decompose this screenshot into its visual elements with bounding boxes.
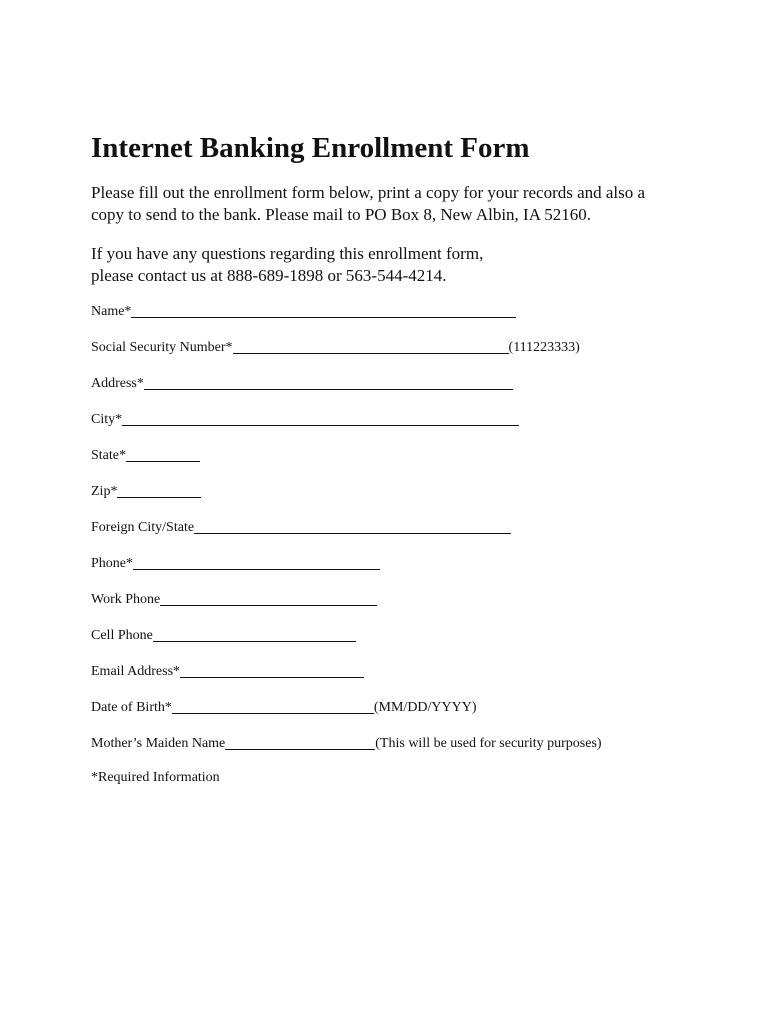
city-field-row xyxy=(91,409,519,429)
contact-line: If you have any questions regarding this enrollment form, xyxy=(91,244,484,263)
cell-phone-label: Cell Phone xyxy=(91,628,153,643)
work-phone-label: Work Phone xyxy=(91,592,161,607)
work-phone-field-row xyxy=(91,589,377,609)
state-blank[interactable] xyxy=(126,447,200,462)
intro-line: copy to send to the bank. Please mail to PO Box 8, New Albin, IA 52160. xyxy=(91,205,592,224)
foreign-city-state-blank[interactable] xyxy=(194,519,511,534)
city-blank[interactable] xyxy=(122,411,519,426)
phone-field-row xyxy=(91,553,380,573)
intro-line: Please fill out the enrollment form below, print a copy for your records and also a xyxy=(91,183,646,202)
zip-field-row xyxy=(91,481,201,501)
address-label: Address* xyxy=(91,376,144,391)
ssn-label: Social Security Number* xyxy=(91,340,233,355)
ssn-format-hint: (111223333) xyxy=(508,340,580,355)
dob-label: Date of Birth* xyxy=(91,700,172,715)
intro-paragraph xyxy=(91,182,645,226)
required-information-note: *Required Information xyxy=(91,770,220,785)
state-field-row xyxy=(91,445,200,465)
phone-label: Phone* xyxy=(91,556,133,571)
zip-label: Zip* xyxy=(91,484,118,499)
phone-blank[interactable] xyxy=(133,555,380,570)
work-phone-blank[interactable] xyxy=(160,591,377,606)
form-title: Internet Banking Enrollment Form xyxy=(91,132,530,164)
maiden-name-security-note: (This will be used for security purposes) xyxy=(375,736,602,751)
email-field-row xyxy=(91,661,364,681)
name-field-row xyxy=(91,301,516,321)
city-label: City* xyxy=(91,412,123,427)
ssn-field-row xyxy=(91,337,580,357)
contact-line: please contact us at 888-689-1898 or 563-544-4214. xyxy=(91,266,447,285)
email-label: Email Address* xyxy=(91,664,181,679)
maiden-name-label: Mother’s Maiden Name xyxy=(91,736,226,751)
address-blank[interactable] xyxy=(144,375,513,390)
state-label: State* xyxy=(91,448,126,463)
contact-paragraph xyxy=(91,243,483,287)
maiden-name-blank[interactable] xyxy=(225,735,375,750)
email-blank[interactable] xyxy=(180,663,364,678)
cell-phone-field-row xyxy=(91,625,356,645)
dob-field-row xyxy=(91,697,477,717)
maiden-name-field-row xyxy=(91,733,602,753)
name-blank[interactable] xyxy=(131,303,516,318)
ssn-blank[interactable] xyxy=(233,339,509,354)
address-field-row xyxy=(91,373,513,393)
foreign-city-state-field-row xyxy=(91,517,511,537)
dob-blank[interactable] xyxy=(172,699,374,714)
cell-phone-blank[interactable] xyxy=(153,627,356,642)
dob-format-hint: (MM/DD/YYYY) xyxy=(373,700,477,715)
name-label: Name* xyxy=(91,304,132,319)
zip-blank[interactable] xyxy=(117,483,201,498)
foreign-city-state-label: Foreign City/State xyxy=(91,520,195,535)
